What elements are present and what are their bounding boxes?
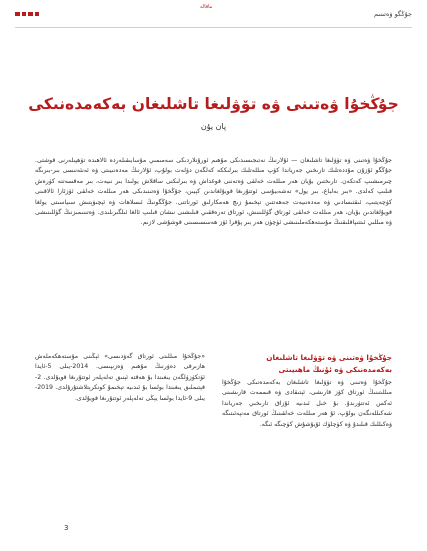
left-column bbox=[35, 352, 205, 404]
header-square-2 bbox=[22, 12, 27, 17]
article-author: پان يۇن bbox=[200, 122, 227, 131]
header-divider bbox=[15, 27, 412, 28]
header-section-label: جۇڭگو ۋەتىنىم bbox=[373, 10, 412, 18]
section-heading: جۇڭخۇا ۋەتىنى ۋە تۆۋلىغا تاشلىغان بەكەمدەنىكى ۋە ئۇنىڭ ماھىيىتى bbox=[266, 353, 392, 374]
article-title: جۇڭخۇا ۋەتىنى ۋە تۆۋلىغا تاشلىغان بەكەمدەنىكى bbox=[28, 95, 399, 113]
section-paragraph: جۇڭخۇا ۋەتىنى ۋە تۆۋلىغا تاشلىغان بەكەمدەنىكى جۇڭخۇا مىللىتىنىڭ ئورتاق كۆز قارىشى، ئېتىقادى ۋە قىممەت قارىشىنى ئەكس ئەتتۈرىدۇ. بۇ خىل ئىدىيە ئۇزاق تارىخىي جەرياندا شەكىللەنگەن بولۇپ، ئۇ ھەر مىللەت خەلقىنىڭ ئورتاق مەنپەئىتىگە ۋەكىللىك قىلىدۇ ۋە كۈچلۈك ئۇيۇشۇش كۈچىگە ئىگە. bbox=[222, 379, 392, 428]
header-decoration bbox=[15, 12, 39, 17]
header-square-3 bbox=[28, 12, 33, 17]
header-square-1 bbox=[15, 12, 20, 17]
page-header bbox=[0, 0, 427, 28]
intro-paragraph: جۇڭخۇا ۋەتىنى ۋە تۆۋلىغا تاشلىغان — ئۇلارنىڭ نەتىجىسىدىكى مۇھىم ئورۇنلاردىكى سەمىمىي مۇسابىقىلەردە ئالاھىدە تۆھپىلەرنى قوشتى. جۇڭگو ئۇزۇن مۇددەتلىك تارىخىي جەرياندا كۆپ مىللەتلىك بىرلىككە كەلگەن دۆلەت بولۇپ، ئۇلارنىڭ مەدەنىيىتى ۋە ئەنئەنىسى بىر-بىرىگە چىرمىشىپ كەتكەن. تارىختىن بۇيان ھەر مىللەت خەلقى ۋەتەننى قوغداش ۋە بىرلىكنى ساقلاش يولىدا بىر نىيەت، بىر مەقسەتتە كۈرەش قىلىپ كەلدى. «بىر بەلباغ، بىر يول» تەشەببۇسى ئوتتۇرىغا قويۇلغاندىن كېيىن، جۇڭخۇا ۋەتىنىدىكى ھەر مىللەت خەلقى ئۆزئارا ئالاقىنى كۈچەيتىپ، ئىقتىسادىي ۋە مەدەنىيەت جەھەتتىن تېخىمۇ زىچ ھەمكارلىق ئورناتتى. جۇڭگونىڭ ئىسلاھات ۋە ئېچىۋېتىش سىياسىتى يولغا قويۇلغاندىن بۇيان، ھەر مىللەت خەلقى ئورتاق گۈللىنىش، ئورتاق تەرەققىي قىلىشنى نىشان قىلىپ ئالغا ئىلگىرىلىدى. ۋەتىنىمىزنىڭ گۈللىنىشى ۋە مىللىي ئىتتىپاقلىقنىڭ مۇستەھكەملىنىشى ئۈچۈن ھەر بىر پۇقرا ئۆز ھەسسىسىنى قوشۇشى لازىم. bbox=[35, 157, 392, 227]
header-square-4 bbox=[35, 12, 40, 17]
left-paragraph: «جۇڭخۇا مىللىتى ئورتاق گەۋدىسى» ئېڭىنى مۇستەھكەملەش ھازىرقى دەۋرنىڭ مۇھىم ۋەزىپىسى. 2014-يىلى 5-ئايدا ئۆتكۈزۈلگەن يىغىندا بۇ ھەقتە ئېنىق تەلەپلەر ئوتتۇرىغا قويۇلدى. 2-قېتىملىق يىغىندا بولسا بۇ ئىدىيە تېخىمۇ كونكرېتلاشتۇرۇلدى. 2019-يىلى 9-ئايدا بولسا يېڭى تەلەپلەر ئوتتۇرىغا قويۇلدى. bbox=[35, 353, 206, 402]
right-column bbox=[222, 352, 392, 430]
header-tag: ماقالە bbox=[200, 4, 213, 10]
page-number: 3 bbox=[64, 524, 69, 532]
